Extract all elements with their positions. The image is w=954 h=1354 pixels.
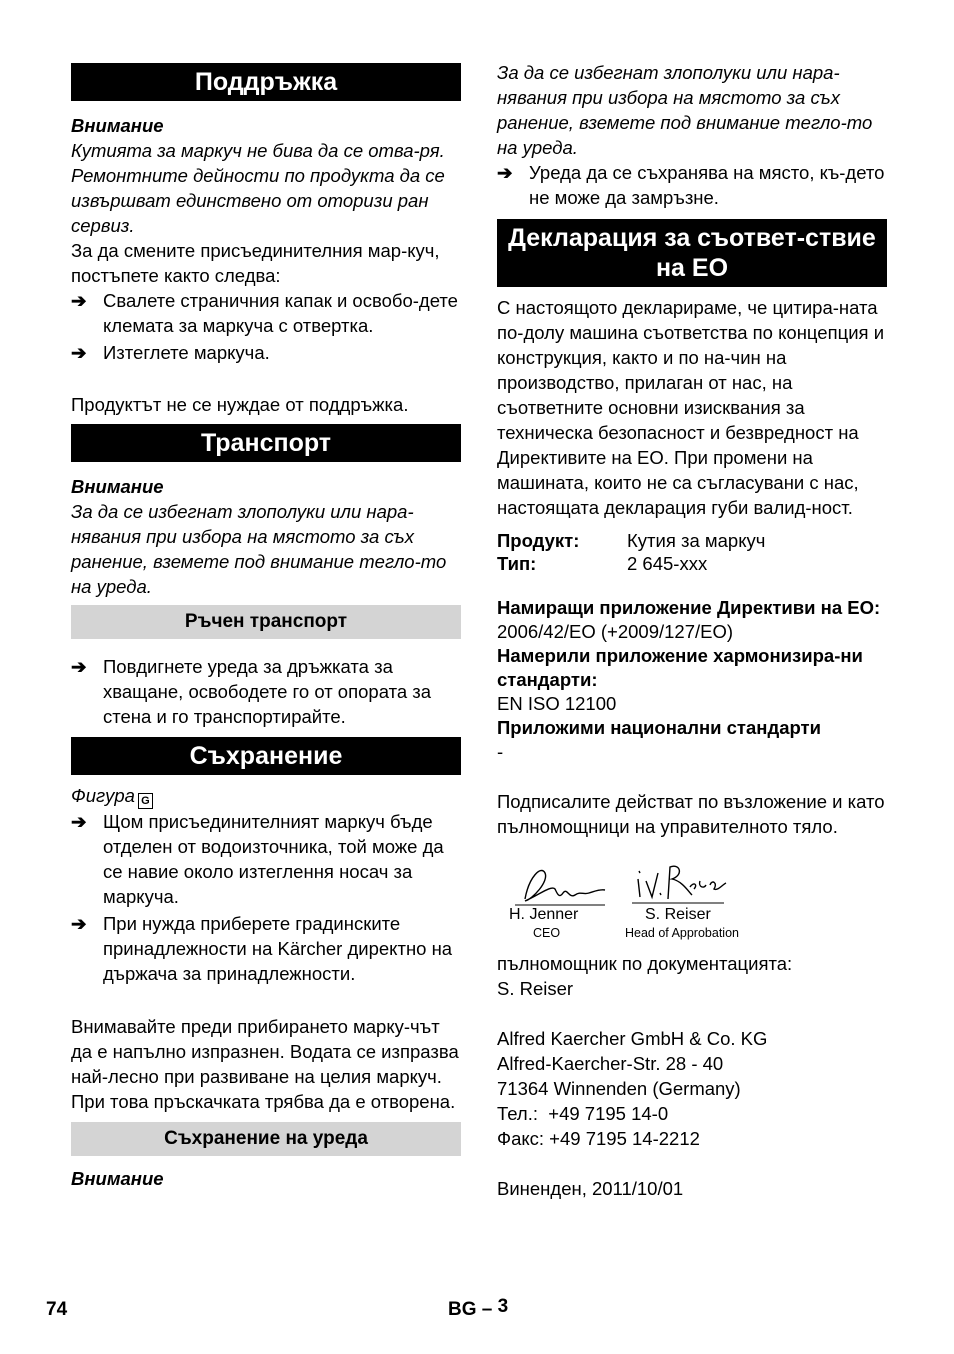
right-column xyxy=(497,63,887,1201)
storage-frost-step: ➔ Уреда да се съхранява на място, къ-дето не може да замръзне. xyxy=(497,162,885,208)
signatures xyxy=(497,859,887,941)
maintenance-step-1: ➔ Свалете страничния капак и освобо-дете клемата за маркуча с отвертка. xyxy=(71,290,458,336)
maintenance-intro: За да смените присъединителния мар-куч, постъпете както следва: xyxy=(71,240,440,286)
transport-heading: Транспорт xyxy=(71,424,461,462)
signature-jenner xyxy=(505,859,617,911)
national-value: - xyxy=(497,741,504,762)
declaration-body: С настоящото декларираме, че цитира-ната по-долу машина съответства по концепция и конструкция, както и по на-чин на производство, прилаган от нас, на съответните основни изисквания за техническа безопасност и безвредност на Директивите на ЕО. При промени на машината, които не са съгласувани с нас, настоящата декларация губи валид-ност. xyxy=(497,297,885,518)
arrow-right-icon: ➔ xyxy=(71,290,87,311)
maintenance-caution: Внимание xyxy=(71,115,164,136)
arrow-right-icon: ➔ xyxy=(497,162,513,183)
documentation-name: S. Reiser xyxy=(497,978,574,999)
signatories-text: Подписалите действат по възложение и като пълномощници на управителното тяло. xyxy=(497,791,885,837)
storage-warning-continued: За да се избегнат злополуки или нара-нявания при избора на мястото за съх ранение, вземете под внимание тегло-то на уреда. xyxy=(497,62,873,158)
storage-step-2: ➔ При нужда приберете градинските принадлежности на Kärcher директно на държача за принадлежности. xyxy=(71,913,453,984)
maintenance-heading: Поддръжка xyxy=(71,63,461,101)
directives-value: 2006/42/EO (+2009/127/EO) xyxy=(497,621,734,642)
maintenance-step-2: ➔ Изтеглете маркуча. xyxy=(71,342,270,363)
company-city: 71364 Winnenden (Germany) xyxy=(497,1078,741,1099)
signature-reiser xyxy=(632,859,732,911)
arrow-right-icon: ➔ xyxy=(71,342,87,363)
page-number: 74 xyxy=(46,1299,68,1320)
harmonized-value: EN ISO 12100 xyxy=(497,693,617,714)
harmonized-label: Намерили приложение хармонизира-ни стандарти: xyxy=(497,645,863,690)
maintenance-warning-2: Ремонтните дейности по продукта да се извършват единствено от оторизи ран сервиз. xyxy=(71,165,445,236)
signer-1-name: H. Jenner xyxy=(509,906,579,923)
company-name: Alfred Kaercher GmbH & Co. KG xyxy=(497,1028,768,1049)
manual-transport-heading: Ръчен транспорт xyxy=(71,605,461,639)
transport-caution: Внимание xyxy=(71,476,164,497)
signer-2-name: S. Reiser xyxy=(645,906,711,923)
company-street: Alfred-Kaercher-Str. 28 - 40 xyxy=(497,1053,724,1074)
national-label: Приложими национални стандарти xyxy=(497,717,821,738)
device-storage-heading: Съхранение на уреда xyxy=(71,1122,461,1156)
manual-transport-step: ➔ Повдигнете уреда за дръжката за хващане, освободете го от опората за стена и го транспортирайте. xyxy=(71,656,432,727)
signer-2-role: Head of Approbation xyxy=(625,926,739,940)
signer-1-role: CEO xyxy=(533,926,561,940)
directives-label: Намиращи приложение Директиви на ЕО: xyxy=(497,597,881,618)
company-phone: Тел.: +49 7195 14-0 xyxy=(497,1103,669,1124)
storage-heading: Съхранение xyxy=(71,737,461,775)
figure-reference: Фигура G xyxy=(71,783,461,809)
place-date: Виненден, 2011/10/01 xyxy=(497,1178,684,1199)
storage-note: Внимавайте преди прибирането марку-чът да е напълно изпразнен. Водата се изпразва най-лесно при развиване на целия маркуч. При това пръскачката трябва да е отворена. xyxy=(71,1016,459,1112)
arrow-right-icon: ➔ xyxy=(71,656,87,677)
company-fax: Факс: +49 7195 14-2212 xyxy=(497,1128,700,1149)
arrow-right-icon: ➔ xyxy=(71,811,87,832)
footer-section-label: BG – 3 xyxy=(448,1296,509,1320)
maintenance-warning-1: Кутията за маркуч не бива да се отва-ря. xyxy=(71,140,445,161)
storage-step-1: ➔ Щом присъединителният маркуч бъде отделен от водоизточника, той може да се навие около изтеглення носач за маркуча. xyxy=(71,811,444,907)
product-row: Продукт: Кутия за маркуч xyxy=(497,530,766,551)
left-column xyxy=(71,63,461,1191)
maintenance-note: Продуктът не се нуждае от поддръжка. xyxy=(71,394,409,415)
documentation-label: пълномощник по документацията: xyxy=(497,953,793,974)
figure-g-icon: G xyxy=(138,793,153,809)
device-storage-caution: Внимание xyxy=(71,1168,164,1189)
arrow-right-icon: ➔ xyxy=(71,913,87,934)
type-row: Тип: 2 645-xxx xyxy=(497,553,708,574)
transport-warning: За да се избегнат злополуки или нара-нявания при избора на мястото за съх ранение, вземете под внимание тегло-то на уреда. xyxy=(71,501,447,597)
declaration-heading: Декларация за съответ-ствие на ЕО xyxy=(497,219,887,287)
